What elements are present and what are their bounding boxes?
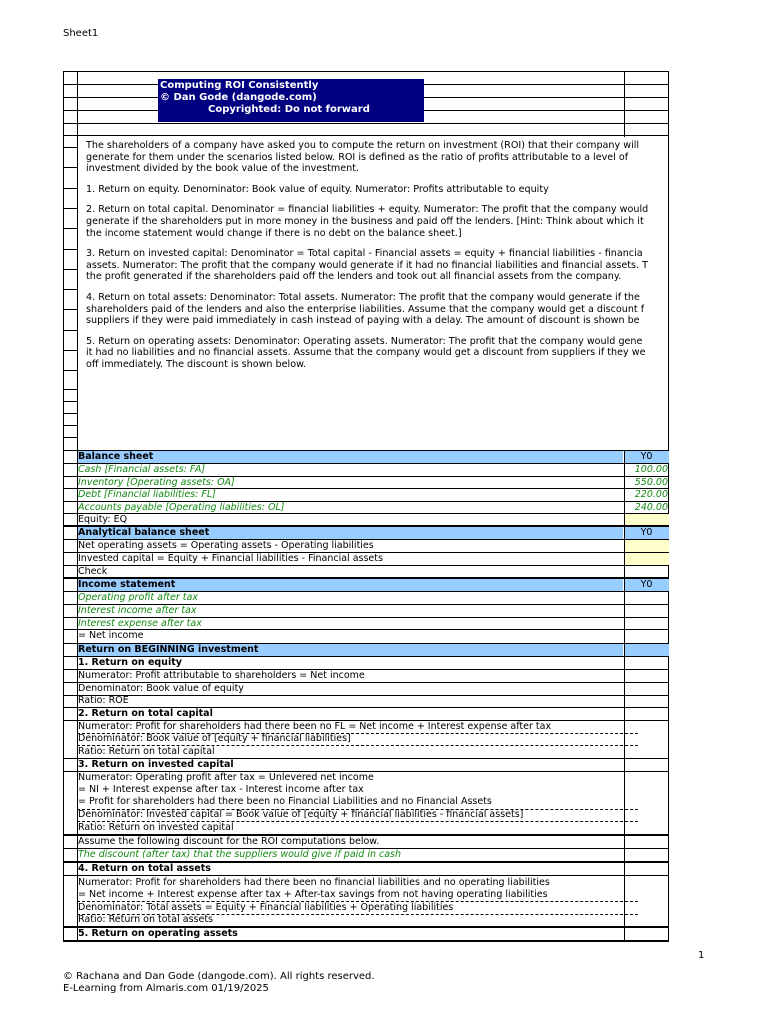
equity-input[interactable] [625,514,669,525]
rota-title: 4. Return on total assets [78,863,211,874]
roic-title: 3. Return on invested capital [78,759,234,770]
page-number: 1 [698,950,705,961]
rota-numerator-2: = Net income + Interest expense after tax + After-tax savings from not having operating liabilities [78,889,548,900]
roe-numerator: Numerator: Profit attributable to shareholders = Net income [78,670,365,681]
check-label: Check [78,566,108,577]
return-header-fill [625,644,669,656]
intro-paragraph-5: 4. Return on total assets: Denominator: Total assets. Numerator: The profit that the company would generate if the shareholders paid of the lenders and also the enterprise liabilities. Assume that the company would get a discount f suppliers if they were paid immediately in cash instead of paying with a delay. The amount of discount is shown be [86,291,645,327]
roic-ratio: Ratio: Return on invested capital [78,822,234,833]
rotc-title: 2. Return on total capital [78,708,213,719]
debt-value[interactable]: 220.00 [634,489,668,500]
net-operating-assets-input[interactable] [625,540,669,552]
return-on-beginning-investment-header: Return on BEGINNING investment [78,644,623,656]
rotc-ratio: Ratio: Return on total capital [78,746,215,757]
rotc-numerator: Numerator: Profit for shareholders had there been no FL = Net income + Interest expense after tax [78,721,552,732]
balance-sheet-y0: Y0 [625,451,669,463]
assume-discount-note: Assume the following discount for the ROI computations below. [78,836,380,847]
roic-numerator-1: Numerator: Operating profit after tax = Unlevered net income [78,772,374,783]
cash-value[interactable]: 100.00 [634,464,668,475]
copyright-line: © Dan Gode (dangode.com) [160,92,317,103]
intro-paragraph-2: 1. Return on equity. Denominator: Book value of equity. Numerator: Profits attributable to equity [86,183,549,195]
operating-profit-label: Operating profit after tax [78,592,198,603]
invested-capital-label: Invested capital = Equity + Financial liabilities - Financial assets [78,553,383,564]
sheet-name: Sheet1 [63,28,99,39]
analytical-balance-sheet-y0: Y0 [625,527,669,539]
roe-title: 1. Return on equity [78,657,182,668]
intro-paragraph-4: 3. Return on invested capital: Denominator = Total capital - Financial assets = equity + financial liabilities - financia assets. Numerator: The profit that the company would generate if it had no financial liabilities and financial assets. T the profit generated if the shareholders paid off the lenders and took out all financial assets from the company. [86,248,648,283]
rota-ratio: Ratio: Return on total assets [78,914,213,925]
intro-paragraph-3: 2. Return on total capital. Denominator = financial liabilities + equity. Numerator: The profit that the company would generate if the shareholders put in more money in the business and paid off the lenders. [Hint: Think about which it the income statement would change if there is no debt on the balance sheet.] [86,204,649,239]
intro-paragraph-1: The shareholders of a company have asked you to compute the return on investment (ROI) that their company will generate for them under the scenarios listed below. ROI is defined as the ratio of profits attributable to a level of investment divided by the book value of the investment. [86,140,640,175]
debt-label: Debt [Financial liabilities: FL] [78,489,216,500]
intro-text [86,140,668,380]
invested-capital-input[interactable] [625,553,669,565]
inventory-value[interactable]: 550.00 [634,477,668,488]
balance-sheet-header: Balance sheet [78,451,623,463]
inventory-label: Inventory [Operating assets: OA] [78,477,235,488]
net-income-label: = Net income [78,630,144,641]
rooa-title: 5. Return on operating assets [78,928,238,939]
interest-expense-label: Interest expense after tax [78,618,202,629]
net-operating-assets-label: Net operating assets = Operating assets - Operating liabilities [78,540,374,551]
roic-numerator-3: = Profit for shareholders had there been no Financial Liabilities and no Financial Assets [78,796,492,807]
spreadsheet-grid [63,71,669,941]
footer-elearning: E-Learning from Almaris.com 01/19/2025 [63,983,269,994]
rotc-denominator: Denominator: Book value of [equity + financial liabilities] [78,733,351,744]
discount-label: The discount (after tax) that the suppliers would give if paid in cash [78,849,402,860]
accounts-payable-value[interactable]: 240.00 [634,502,668,513]
interest-income-label: Interest income after tax [78,605,197,616]
copyright-notice: Copyrighted: Do not forward [208,104,370,115]
footer [63,971,375,995]
analytical-balance-sheet-header: Analytical balance sheet [78,527,623,539]
rota-denominator: Denominator: Total assets = Equity + Financial liabilities + Operating liabilities [78,902,454,913]
roe-ratio: Ratio: ROE [78,695,129,706]
intro-paragraph-6: 5. Return on operating assets: Denominator: Operating assets. Numerator: The profit that the company would gene it had no liabilities and no financial assets. Assume that the company would get a discount from suppliers if they we off immediately. The discount is shown below. [86,335,646,370]
income-statement-header: Income statement [78,579,623,591]
cash-label: Cash [Financial assets: FA] [78,464,206,475]
equity-label: Equity: EQ [78,514,128,525]
roe-denominator: Denominator: Book value of equity [78,683,244,694]
roic-denominator: Denominator: Invested capital = Book value of [equity + financial liabilities - financial assets] [78,809,524,820]
rota-numerator-1: Numerator: Profit for shareholders had there been no financial liabilities and no operating liabilities [78,877,550,888]
footer-copyright: © Rachana and Dan Gode (dangode.com). All rights reserved. [63,971,375,982]
accounts-payable-label: Accounts payable [Operating liabilities: OL] [78,502,285,513]
income-statement-y0: Y0 [625,579,669,591]
title-line: Computing ROI Consistently [160,80,319,91]
title-box [158,79,424,122]
roic-numerator-2: = NI + Interest expense after tax - Interest income after tax [78,784,364,795]
